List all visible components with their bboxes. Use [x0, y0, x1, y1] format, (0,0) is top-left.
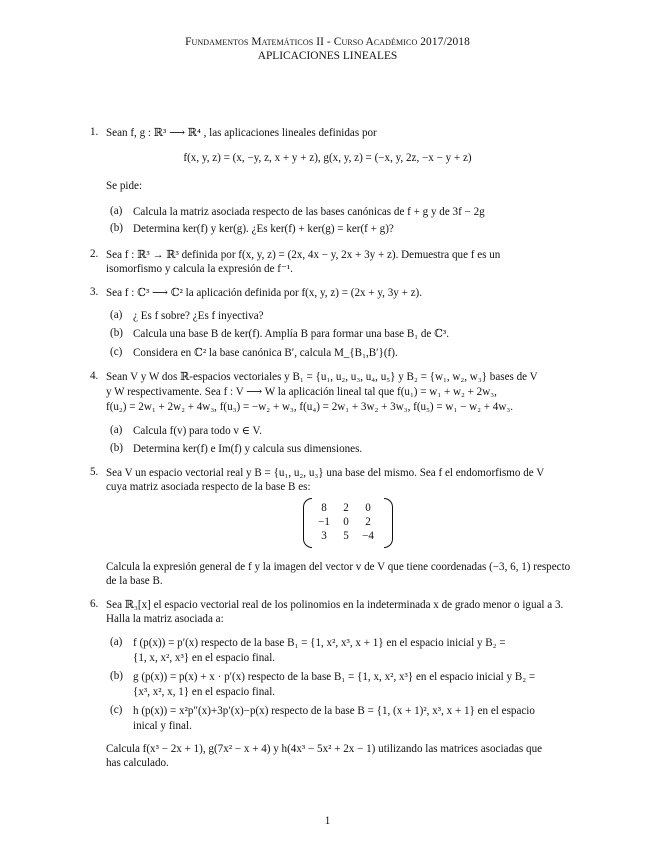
exercise-6c-line-1: h (p(x)) = x²p″(x)+3p′(x)−p(x) respecto de la base B = {1, (x + 1)², x³, x + 1} en el espacio: [133, 705, 535, 717]
exercise-1-prompt: Se pide:: [106, 180, 143, 192]
exercise-1-number: 1.: [90, 126, 99, 138]
exercise-5-number: 5.: [90, 466, 99, 478]
exercise-3c-text: Considera en ℂ² la base canónica B′, calcula M_{B₁,B′}(f).: [133, 347, 398, 359]
exercise-1a-text: Calcula la matriz asociada respecto de las bases canónicas de f + g y de 3f − 2g: [133, 206, 485, 218]
exercise-2-line-2: isomorfismo y calcula la expresión de f⁻¹.: [106, 263, 293, 275]
exercise-4b-text: Determina ker(f) e Im(f) y calcula sus dimensiones.: [133, 443, 363, 455]
exercise-6b-line-1: g (p(x)) = p(x) + x · p′(x) respecto de la base B₁ = {1, x, x², x³} en el espacio inicial y B₂ =: [133, 671, 536, 683]
course-header: Fundamentos Matemáticos II - Curso Académico 2017/2018: [185, 36, 470, 48]
exercise-4a-label: (a): [110, 424, 123, 436]
document-title: APLICACIONES LINEALES: [257, 50, 398, 62]
matrix-cell: −1: [318, 516, 330, 528]
page-number: 1: [324, 815, 331, 827]
exercise-3a-label: (a): [110, 309, 123, 321]
exercise-5-after-line-2: de la base B.: [106, 575, 163, 587]
matrix-cell: 2: [365, 516, 371, 528]
exercise-1b-label: (b): [110, 222, 123, 234]
matrix-cell: 0: [365, 502, 371, 514]
exercise-1a-label: (a): [110, 205, 123, 217]
exercise-6a-line-2: {1, x, x², x³} en el espacio final.: [133, 652, 276, 664]
matrix-cell: 2: [343, 502, 349, 514]
exercise-4-line-1: Sean V y W dos ℝ-espacios vectoriales y B₁ = {u₁, u₂, u₃, u₄, u₅} y B₂ = {w₁, w₂, w₃} bases de V: [106, 371, 538, 383]
exercise-1b-text: Determina ker(f) y ker(g). ¿Es ker(f) + ker(g) = ker(f + g)?: [133, 223, 394, 235]
exercise-6b-label: (b): [110, 670, 123, 682]
exercise-5-after-line-1: Calcula la expresión general de f y la imagen del vector v de V que tiene coordenadas (−3, 6, 1) respecto: [106, 561, 571, 573]
exercise-6-after-line-1: Calcula f(x³ − 2x + 1), g(7x² − x + 4) y h(4x³ − 5x² + 2x − 1) utilizando las matrices asociadas que: [106, 743, 543, 755]
exercise-6a-label: (a): [110, 636, 123, 648]
exercise-3-number: 3.: [90, 286, 99, 298]
exercise-3-statement: Sea f : ℂ³ ⟶ ℂ² la aplicación definida por f(x, y, z) = (2x + y, 3y + z).: [106, 287, 422, 299]
exercise-3b-text: Calcula una base B de ker(f). Amplía B para formar una base B₁ de ℂ³.: [133, 328, 450, 340]
exercise-3b-label: (b): [110, 327, 123, 339]
matrix-entries: [313, 501, 379, 543]
exercise-3a-text: ¿ Es f sobre? ¿Es f inyectiva?: [133, 310, 264, 322]
exercise-4-line-3: f(u₂) = 2w₁ + 2w₂ + 4w₃, f(u₃) = −w₂ + w₃, f(u₄) = 2w₁ + 3w₂ + 3w₃, f(u₅) = w₁ − w₂ + 4w₃.: [106, 401, 513, 413]
matrix-right-paren: [384, 498, 393, 548]
exercise-6c-label: (c): [110, 704, 123, 716]
matrix-left-paren: [303, 498, 312, 548]
matrix-cell: 3: [321, 530, 327, 542]
exercise-6-line-2: Halla la matriz asociada a:: [106, 613, 224, 625]
matrix-b: [303, 498, 393, 546]
exercise-5-line-2: cuya matriz asociada respecto de la base B es:: [106, 481, 311, 493]
matrix-cell: 8: [321, 502, 327, 514]
exercise-6-after-line-2: has calculado.: [106, 757, 169, 769]
exercise-1-statement: Sean f, g : ℝ³ ⟶ ℝ⁴ , las aplicaciones lineales definidas por: [106, 127, 377, 139]
matrix-cell: 0: [343, 516, 349, 528]
exercise-4-number: 4.: [90, 370, 99, 382]
exercise-6-line-1: Sea ℝ₃[x] el espacio vectorial real de los polinomios en la indeterminada x de grado menor o igual a 3.: [106, 599, 564, 611]
exercise-3c-label: (c): [110, 346, 123, 358]
exercise-1-formula: f(x, y, z) = (x, −y, z, x + y + z), g(x, y, z) = (−x, y, 2z, −x − y + z): [183, 152, 472, 164]
matrix-cell: −4: [362, 530, 374, 542]
exercise-6a-line-1: f (p(x)) = p′(x) respecto de la base B₁ = {1, x², x³, x + 1} en el espacio inicial y B₂ =: [133, 637, 506, 649]
exercise-4-line-2: y W respectivamente. Sea f : V ⟶ W la aplicación lineal tal que f(u₁) = w₁ + w₂ + 2w₃,: [106, 386, 497, 398]
exercise-6c-line-2: inical y final.: [133, 720, 192, 732]
exercise-6b-line-2: {x³, x², x, 1} en el espacio final.: [133, 686, 276, 698]
exercise-4b-label: (b): [110, 442, 123, 454]
matrix-cell: 5: [343, 530, 349, 542]
exercise-2-number: 2.: [90, 248, 99, 260]
exercise-5-line-1: Sea V un espacio vectorial real y B = {u₁, u₂, u₃} una base del mismo. Sea f el endomorfismo de V: [106, 467, 545, 479]
exercise-4a-text: Calcula f(v) para todo v ∈ V.: [133, 425, 262, 437]
exercise-2-line-1: Sea f : ℝ³ → ℝ³ definida por f(x, y, z) = (2x, 4x − y, 2x + 3y + z). Demuestra que f es un: [106, 249, 501, 261]
exercise-6-number: 6.: [90, 598, 99, 610]
